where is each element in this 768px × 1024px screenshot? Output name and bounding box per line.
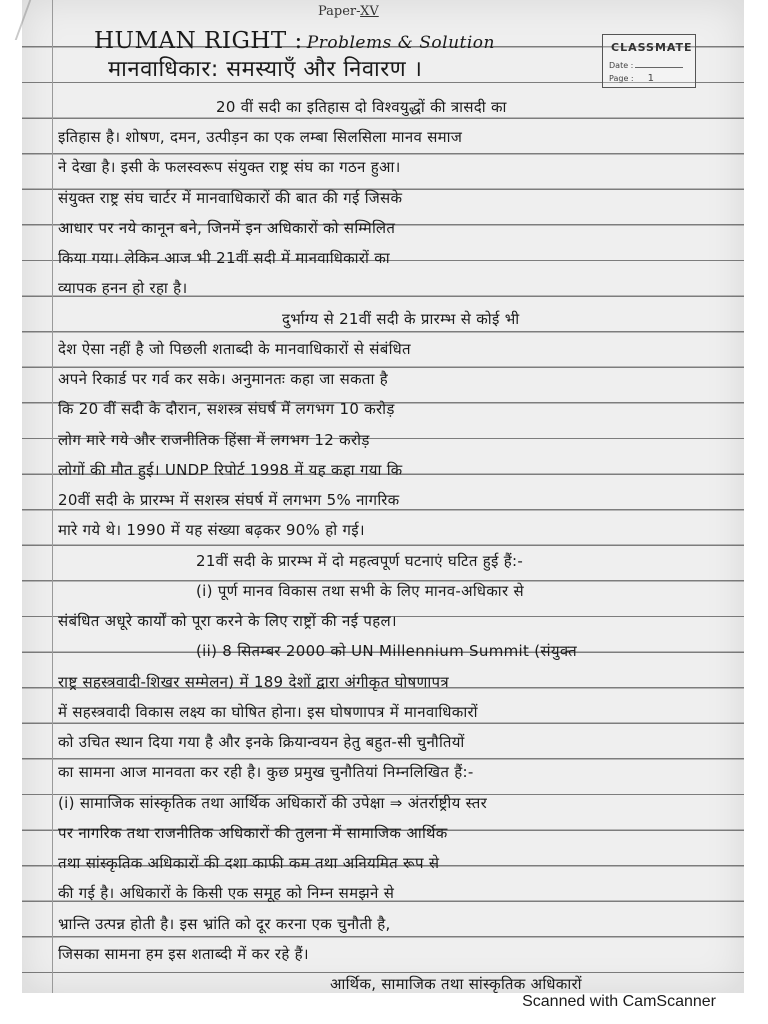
body-line: (i) पूर्ण मानव विकास तथा सभी के लिए मानव-अधिकार से: [196, 582, 524, 600]
paper-label: Paper-: [318, 4, 361, 19]
body-line: किया गया। लेकिन आज भी 21वीं सदी में मानवाधिकारों का: [58, 249, 390, 267]
body-line: संयुक्त राष्ट्र संघ चार्टर में मानवाधिकारों की बात की गई जिसके: [58, 189, 403, 207]
body-line: मारे गये थे। 1990 में यह संख्या बढ़कर 90% हो गई।: [58, 521, 365, 539]
body-line: संबंधित अधूरे कार्यों को पूरा करने के लिए राष्ट्रों की नई पहल।: [58, 612, 397, 630]
body-line: इतिहास है। शोषण, दमन, उत्पीड़न का एक लम्बा सिलसिला मानव समाज: [58, 128, 463, 146]
brand-page-label: Page :: [609, 74, 634, 83]
body-line: (i) सामाजिक सांस्कृतिक तथा आर्थिक अधिकारों की उपेक्षा ⇒ अंतर्राष्ट्रीय स्तर: [58, 794, 488, 812]
body-line: लोगों की मौत हुई। UNDP रिपोर्ट 1998 में यह कहा गया कि: [58, 461, 403, 479]
body-line: जिसका सामना हम इस शताब्दी में कर रहे हैं।: [58, 945, 309, 963]
title-hindi: मानवाधिकार: समस्याएँ और निवारण ।: [108, 57, 423, 82]
body-line: तथा सांस्कृतिक अधिकारों की दशा काफी कम तथा अनियमित रूप से: [58, 854, 440, 872]
scanner-watermark: Scanned with CamScanner: [522, 993, 716, 1010]
body-line: 21वीं सदी के प्रारम्भ में दो महत्वपूर्ण घटनाएं घटित हुई हैं:-: [196, 552, 524, 570]
body-line: कि 20 वीं सदी के दौरान, सशस्त्र संघर्ष में लगभग 10 करोड़: [58, 400, 395, 418]
body-line: 20वीं सदी के प्रारम्भ में सशस्त्र संघर्ष में लगभग 5% नागरिक: [58, 491, 400, 509]
body-line: 20 वीं सदी का इतिहास दो विश्वयुद्धों की त्रासदी का: [216, 98, 507, 116]
body-line: आधार पर नये कानून बने, जिनमें इन अधिकारों को सम्मिलित: [58, 219, 396, 237]
body-line: को उचित स्थान दिया गया है और इनके क्रियान्वयन हेतु बहुत-सी चुनौतियों: [58, 733, 465, 751]
paper-number: [318, 4, 379, 19]
body-line: राष्ट्र सहस्त्रवादी-शिखर सम्मेलन) में 189 देशों द्वारा अंगीकृत घोषणापत्र: [58, 673, 449, 691]
body-line: में सहस्त्रवादी विकास लक्ष्य का घोषित होना। इस घोषणापत्र में मानवाधिकारों: [58, 703, 478, 721]
brand-name: CLASSMATE: [611, 41, 693, 54]
body-line: आर्थिक, सामाजिक तथा सांस्कृतिक अधिकारों: [330, 975, 582, 993]
body-line: (ii) 8 सितम्बर 2000 को UN Millennium Summit (संयुक्त: [196, 642, 578, 660]
brand-page-row: [609, 73, 654, 84]
body-line: लोग मारे गये और राजनीतिक हिंसा में लगभग 12 करोड़: [58, 431, 370, 449]
body-line: भ्रान्ति उत्पन्न होती है। इस भ्रांति को दूर करना एक चुनौती है,: [58, 915, 391, 933]
body-line: की गई है। अधिकारों के किसी एक समूह को निम्न समझने से: [58, 884, 395, 902]
body-line: पर नागरिक तथा राजनीतिक अधिकारों की तुलना में सामाजिक आर्थिक: [58, 824, 448, 842]
margin-line: [52, 0, 53, 993]
body-line: का सामना आज मानवता कर रही है। कुछ प्रमुख चुनौतियां निम्नलिखित हैं:-: [58, 763, 474, 781]
body-line: व्यापक हनन हो रहा है।: [58, 279, 188, 297]
notebook-brand-box: [602, 34, 696, 88]
paper-roman-number: XV: [360, 4, 379, 19]
body-line: अपने रिकार्ड पर गर्व कर सके। अनुमानतः कहा जा सकता है: [58, 370, 388, 388]
body-line: ने देखा है। इसी के फलस्वरूप संयुक्त राष्ट्र संघ का गठन हुआ।: [58, 158, 401, 176]
brand-date-label: Date :: [609, 61, 634, 70]
body-line: दुर्भाग्य से 21वीं सदी के प्रारम्भ से कोई भी: [282, 310, 520, 328]
brand-page-number: 1: [647, 73, 654, 84]
brand-date-row: [609, 61, 683, 70]
title-english-subtitle: Problems & Solution: [306, 33, 495, 53]
body-line: देश ऐसा नहीं है जो पिछली शताब्दी के मानवाधिकारों से संबंधित: [58, 340, 411, 358]
title-english: [94, 28, 495, 54]
title-english-main: HUMAN RIGHT :: [94, 28, 303, 54]
